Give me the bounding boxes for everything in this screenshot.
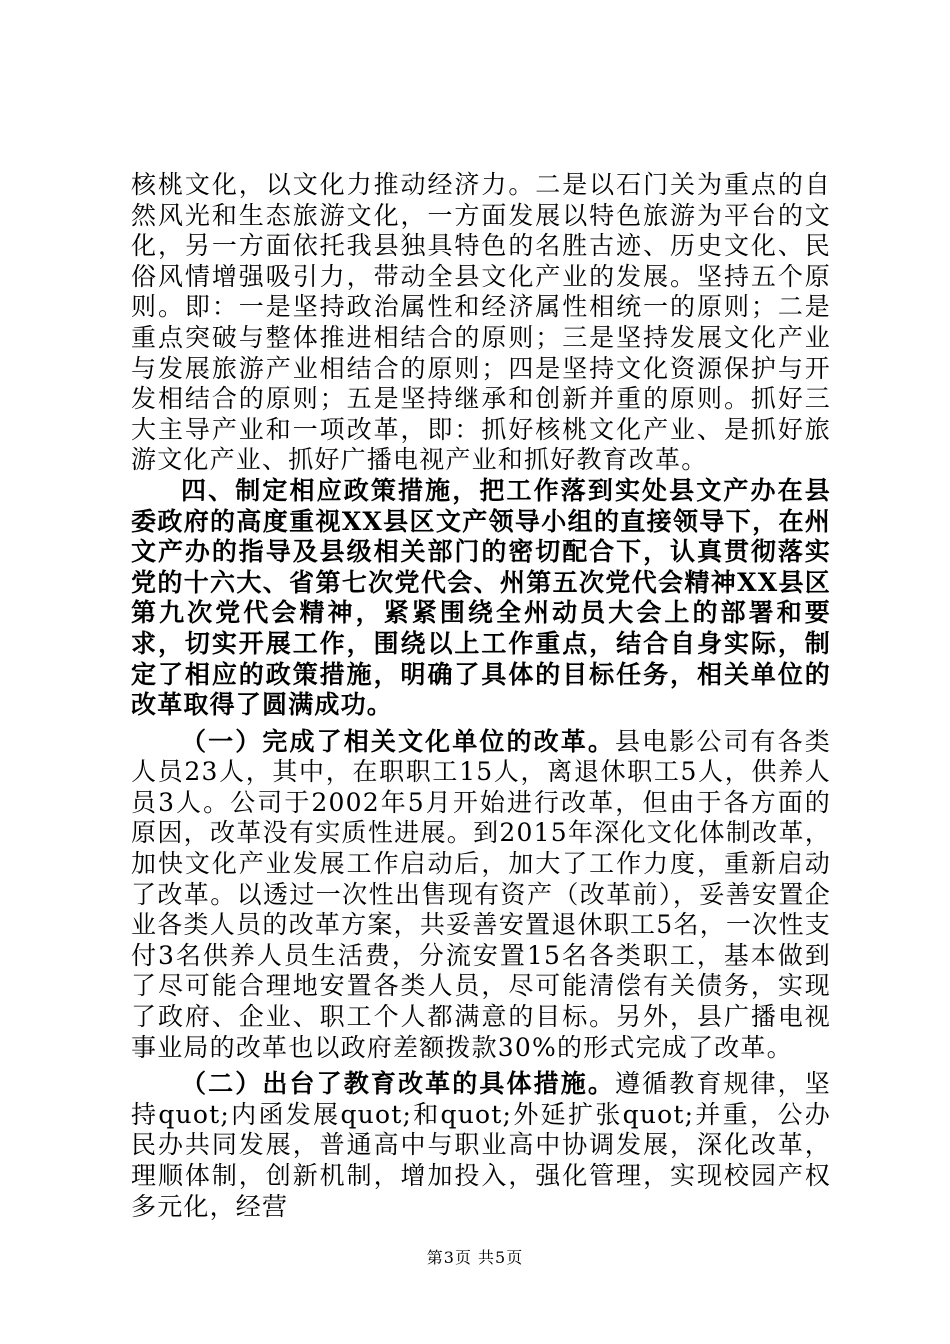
page-number-footer: 第3页 共5页 [426,1248,524,1267]
subsection-heading-2: （二）出台了教育改革的具体措施。 [181,1069,615,1099]
paragraph-4 [131,1069,831,1222]
paragraph-3-body: 县电影公司有各类人员23人，其中，在职职工15人，离退休职工5人，供养人员3人。公司于2002年5月开始进行改革，但由于各方面的原因，改革没有实质性进展。到2015年深化文化体制改革，加快文化产业发展工作启动后，加大了工作力度，重新启动了改革。以透过一次性出售现有资产（改革前），妥善安置企业各类人员的改革方案，共妥善安置退休职工5名，一次性支付3名供养人员生活费，分流安置15名各类职工，基本做到了尽可能合理地安置各类人员，尽可能清偿有关债务，实现了政府、企业、职工个人都满意的目标。另外，县广播电视事业局的改革也以政府差额拨款30%的形式完成了改革。 [131,726,832,1062]
paragraph-2-section-heading: 四、制定相应政策措施，把工作落到实处县文产办在县委政府的高度重视XX县区文产领导小组的直接领导下，在州文产办的指导及县级相关部门的密切配合下，认真贯彻落实党的十六大、省第七次党代会、州第五次党代会精神XX县区第九次党代会精神，紧紧围绕全州动员大会上的部署和要求，切实开展工作，围绕以上工作重点，结合自身实际，制定了相应的政策措施，明确了具体的目标任务，相关单位的改革取得了圆满成功。 [131,475,831,720]
paragraph-3 [131,727,831,1064]
document-body [131,170,831,1222]
subsection-heading-1: （一）完成了相关文化单位的改革。 [181,726,615,756]
paragraph-4-body: 遵循教育规律，坚持quot;内函发展quot;和quot;外延扩张quot;并重，公办民办共同发展，普通高中与职业高中协调发展，深化改革，理顺体制，创新机制，增加投入，强化管理，实现校园产权多元化，经营 [131,1069,832,1221]
paragraph-1: 核桃文化，以文化力推动经济力。二是以石门关为重点的自然风光和生态旅游文化，一方面发展以特色旅游为平台的文化，另一方面依托我县独具特色的名胜古迹、历史文化、民俗风情增强吸引力，带动全县文化产业的发展。坚持五个原则。即：一是坚持政治属性和经济属性相统一的原则；二是重点突破与整体推进相结合的原则；三是坚持发展文化产业与发展旅游产业相结合的原则；四是坚持文化资源保护与开发相结合的原则；五是坚持继承和创新并重的原则。抓好三大主导产业和一项改革，即：抓好核桃文化产业、是抓好旅游文化产业、抓好广播电视产业和抓好教育改革。 [131,170,831,475]
